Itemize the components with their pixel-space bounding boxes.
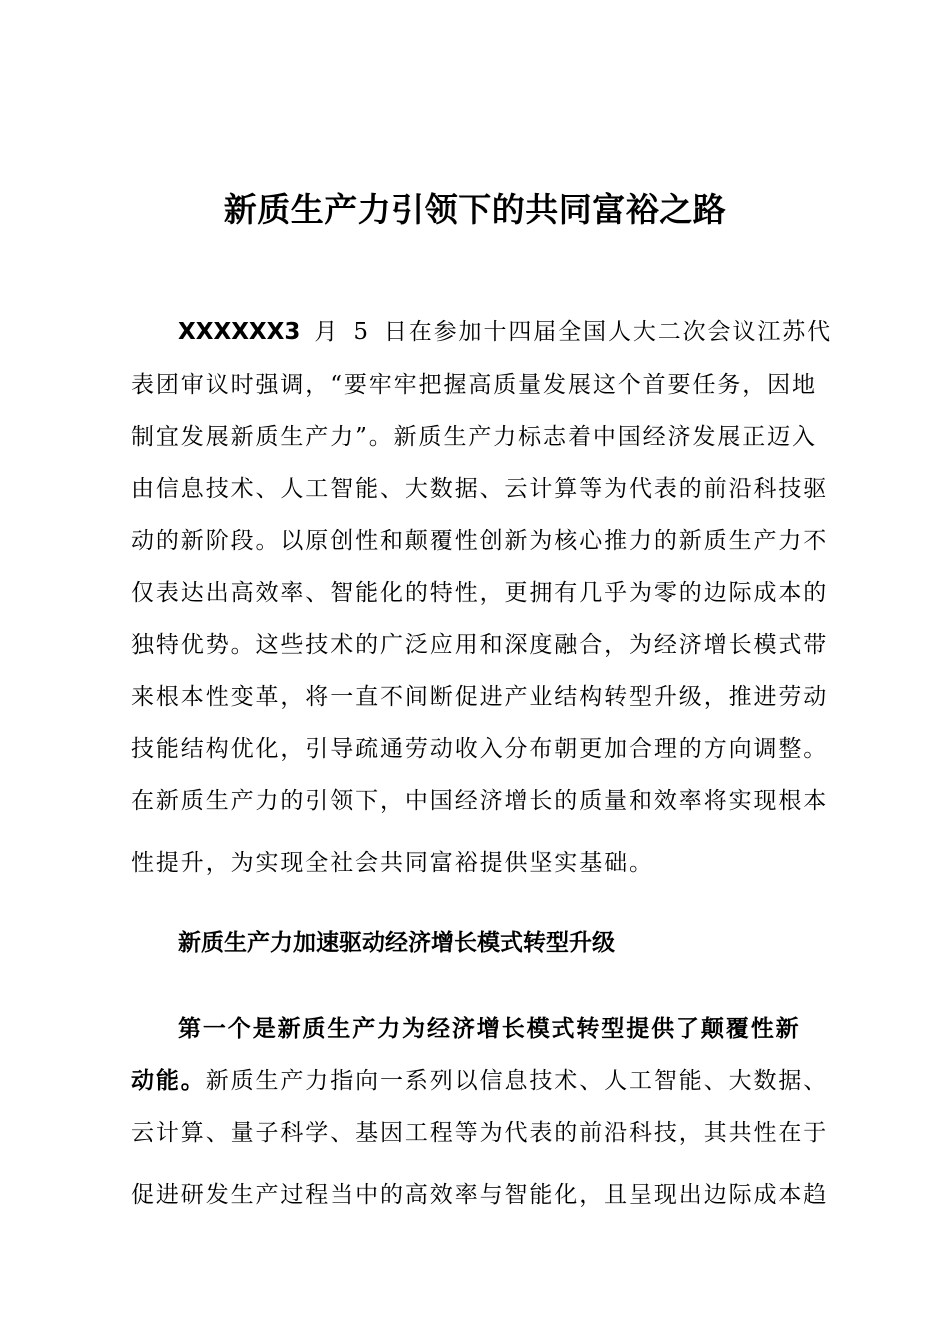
paragraph-1-lead: XXXXXX3 [178, 319, 301, 345]
paragraph-1-line-11: 性提升，为实现全社会共同富裕提供坚实基础。 [131, 850, 654, 876]
paragraph-1-month: 月 [314, 319, 340, 345]
paragraph-2-line-2-rest: 新质生产力指向一系列以信息技术、人工智能、大数据、 [205, 1068, 829, 1094]
paragraph-1-line-5: 动的新阶段。以原创性和颠覆性创新为核心推力的新质生产力不 [131, 528, 829, 554]
section-heading: 新质生产力加速驱动经济增长模式转型升级 [178, 930, 615, 956]
paragraph-1-line-9: 技能结构优化，引导疏通劳动收入分布朝更加合理的方向调整。 [131, 736, 829, 762]
paragraph-2-line-3: 云计算、量子科学、基因工程等为代表的前沿科技，其共性在于 [131, 1120, 829, 1146]
paragraph-1-line-7: 独特优势。这些技术的广泛应用和深度融合，为经济增长模式带 [131, 632, 829, 658]
paragraph-1-line-6: 仅表达出高效率、智能化的特性，更拥有几乎为零的边际成本的 [131, 580, 829, 606]
paragraph-1-line-10: 在新质生产力的引领下，中国经济增长的质量和效率将实现根本 [131, 788, 829, 814]
paragraph-1-line-1-rest: 日在参加十四届全国人大二次会议江苏代 [383, 319, 833, 345]
paragraph-1-day: 5 [353, 319, 370, 345]
paragraph-2-line-1: 第一个是新质生产力为经济增长模式转型提供了颠覆性新 [178, 1015, 801, 1042]
paragraph-1-line-1 [178, 314, 836, 350]
paragraph-1-line-2: 表团审议时强调，“要牢牢把握高质量发展这个首要任务，因地 [131, 372, 817, 398]
paragraph-2-bold-lead: 动能。 [131, 1067, 206, 1094]
document-title: 新质生产力引领下的共同富裕之路 [223, 190, 727, 229]
paragraph-1-line-8: 来根本性变革，将一直不间断促进产业结构转型升级，推进劳动 [131, 684, 829, 710]
paragraph-2-line-4: 促进研发生产过程当中的高效率与智能化，且呈现出边际成本趋 [131, 1182, 829, 1208]
paragraph-1-line-3: 制宜发展新质生产力”。新质生产力标志着中国经济发展正迈入 [131, 424, 817, 450]
paragraph-2-line-2 [131, 1063, 836, 1099]
paragraph-1-line-4: 由信息技术、人工智能、大数据、云计算等为代表的前沿科技驱 [131, 476, 829, 502]
